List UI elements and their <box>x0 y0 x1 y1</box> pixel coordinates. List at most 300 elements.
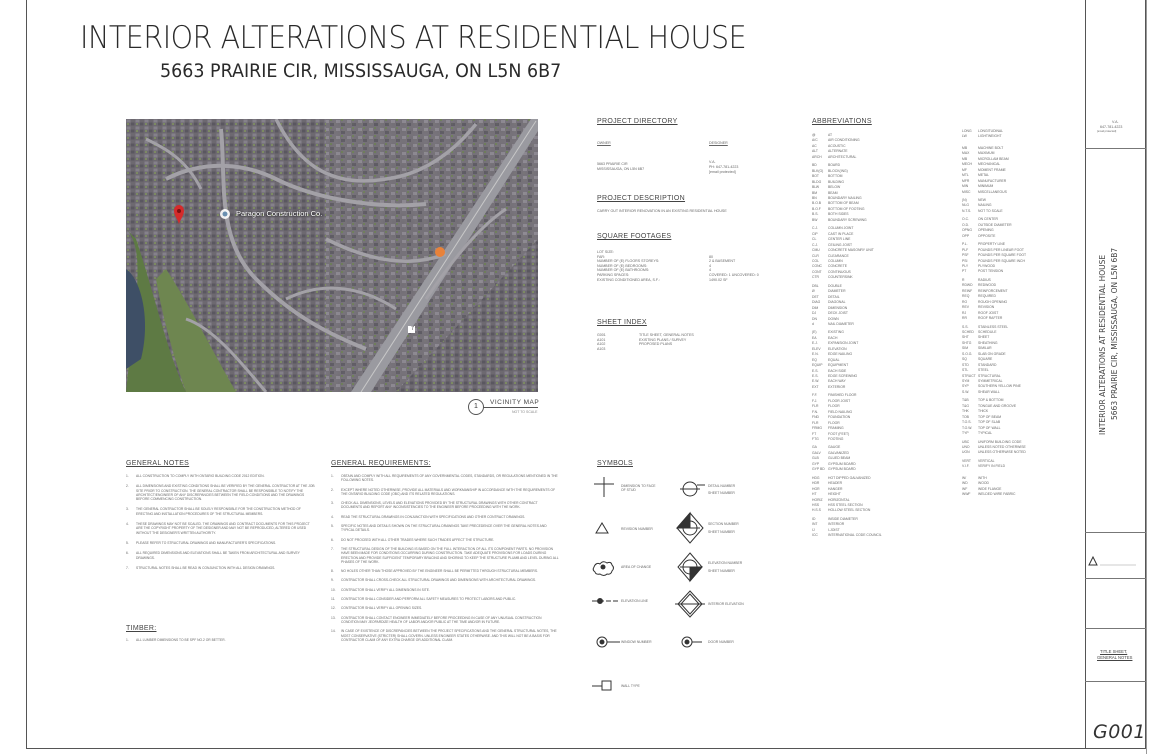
timber-list <box>126 638 316 646</box>
abbreviation-key: BW <box>812 217 818 222</box>
abbreviation-meaning: SOUTHERN YELLOW PINE <box>978 384 1021 389</box>
area-of-change-label: AREA OF CHANGE <box>621 565 652 569</box>
abbreviation-meaning: VERTICAL <box>978 458 995 463</box>
abbreviation-meaning: EXTERIOR <box>828 384 846 389</box>
abbreviation-key: MB <box>962 145 968 150</box>
designer-line: [email protected] <box>709 170 736 174</box>
abbreviation-meaning: REVISION <box>978 305 995 310</box>
row-value: 2 & BASEMENT <box>709 259 736 264</box>
abbreviation-key: WF <box>962 486 968 491</box>
abbreviation-key: EA <box>812 335 817 340</box>
abbreviation-meaning: FRAMING <box>828 426 844 431</box>
abbreviation-key: T&G <box>962 403 969 408</box>
abbreviation-meaning: CONTINUOUS <box>828 269 851 274</box>
abbreviation-meaning: STEEL <box>978 368 989 373</box>
abbreviation-meaning: DECK JOIST <box>828 311 848 316</box>
abbreviation-key: STD <box>962 362 969 367</box>
row-key: NUMBER OF (E) BEDROOMS: <box>597 263 648 268</box>
abbreviation-meaning: REINFORCEMENT <box>978 288 1008 293</box>
abbreviation-key: (E) <box>812 330 817 335</box>
abbreviation-meaning: EXPANSION JOINT <box>828 341 859 346</box>
abbreviations-column-1 <box>812 133 882 539</box>
abbreviation-key: ICC <box>812 533 818 538</box>
abbreviation-key: RJ <box>962 310 967 315</box>
abbreviation-key: B.S. <box>812 212 819 217</box>
table-row <box>597 347 694 352</box>
abbreviation-key: OPNG <box>962 228 972 233</box>
interior-elevation-label: INTERIOR ELEVATION <box>708 602 744 606</box>
abbreviation-key: LW <box>962 134 967 139</box>
note-number: 1. <box>126 474 129 478</box>
abbreviation-key: NLG <box>962 203 969 208</box>
section-number-label: SECTION NUMBER <box>708 522 739 526</box>
wall-type-symbol <box>592 681 611 690</box>
note-number: 10. <box>331 587 336 592</box>
title-block-divider <box>1085 681 1146 682</box>
square-footages-heading: SQUARE FOOTAGES <box>597 233 672 240</box>
abbreviation-meaning: EQUAL <box>828 357 840 362</box>
abbreviation-meaning: HANGER <box>828 486 843 491</box>
abbreviation-meaning: SQUARE <box>978 357 993 362</box>
drawing-sheet: INTERIOR ALTERATIONS AT RESIDENTIAL HOUSE 5663 PRAIRIE CIR, MISSISSAUGA, ON L5N 6B7 Paragon Construction Co. 7 1 VICINITY MAP NOT TO SCALE PROJECT DIRECTORY OWNER DESIGNER 5663 PRAIRIE CIR MISSISSAUGA, ON L5N 6B7 V.A. PH: 647-781-4223 [email protected] PROJECT DESCRIPTION CARRY OUT INTERIOR RENOVATION IN AN EXISTING RESIDENTIAL HOUSE SQUARE FOOTAGES LOT SIZE: FAR: 80 NUMBER OF (E) FLOORS STOREYS: 2 & BASEMENT NUMBER OF (E) BEDROOMS: 4 NUMBER OF (E) BATHROOMS: 4 PARKING SPACES: COVERED: 1 UNCOVERED: 0 EXISTING CONDITIONED AREA, S.F.: 1490.02 SF SHEET INDEX G001 TITLE SHEET, GENERAL NOTES A101 EXISTING PLANS / SURVEY A102 PROPOSED PLANS A103 ABBREVIATIONS @ AT A/C AIR CONDITIONING AC ACOUSTIC ALT ALTERNATE ARCH ARCHITECTURAL BD BOARD BLK(G) BLOCK(ING) BOT BOTTOM BLDG BUILDING BLW BELOW BM BEAM BN BOUNDARY NAILING B.O.B BOTTOM OF BEAM B.O.F BOTTOM OF FOOTING B.S. BOTH SIDES BW BOUNDARY SCREWING C.J. COLUMN JOINT CIP CAST IN PLACE CL CENTER LINE C.J. CEILING JOIST CMU CONCRETE MASONRY UNIT CLR CLEARANCE COL COLUMN CONC CONCRETE CONT CONTINUOUS CTR COUNTERSINK DBL DOUBLE Ø DIAMETER DET DETAIL DIAG DIAGONAL DIM DIMENSION DJ DECK JOIST DN DOWN d NAIL DIAMETER (E) EXISTING EA EACH E.J. EXPANSION JOINT ELEV ELEVATION E.N. EDGE NAILING EQ EQUAL EQUIP EQUIPMENT E.S. EACH SIDE E.S. EDGE SCREWING E.W. EACH WAY EXT EXTERIOR F.F. FINISHED FLOOR F.J. FLOOR JOIST FLR FLOOR F.N. FIELD NAILING FND FOUNDATION FLR FLOOR FRMG FRAMING FT FOOT (FEET) FTG FOOTING GA GAUGE GALV GALVANIZED GLB GLUED BEAM GYP GYPSUM BOARD GYP BD GYPSUM BOARD HDG HOT DIPPED GALVANIZED HDR HEADER HGR HANGER HT HEIGHT HORIZ HORIZONTAL HSS HSS STEEL SECTION H.S.S HOLLOW STEEL SECTION ID INSIDE DIAMETER INT INTERIOR IJ I-JOIST ICC INTERNATIONAL CODE COUNCIL LONG LONGITUDINAL LW LIGHTWEIGHT MB MACHINE BOLT MAX MAXIMUM MB MICROLLAM BEAM MECH MECHANICAL MF MOMENT FRAME MTL METAL MFR MANUFACTURER MIN MINIMUM MISC MISCELLANEOUS (N) NEW NLG NAILING N.T.S. NOT TO SCALE O.C. ON CENTER O.D. OUTSIDE DIAMETER OPNG OPENING OPP OPPOSITE P.L. PROPERTY LINE PLF POUNDS PER LINEAR FOOT PSF POUNDS PER SQUARE FOOT PSI POUNDS PER SQUARE INCH PLY PLYWOOD PT POST TENSION R RADIUS RDWD REDWOOD REINF REINFORCEMENT REQ REQUIRED RO ROUGH OPENING REV REVISION RJ ROOF JOIST RR ROOF RAFTER S.S. STAINLESS STEEL SCHED SCHEDULE SHT SHEET SHTG SHEATHING SIM SIMILAR S.O.G. SLAB ON GRADE SQ SQUARE STD STANDARD STL STEEL STRUCT STRUCTURAL SYM SYMMETRICAL SYP SOUTHERN YELLOW PINE S.W. SHEAR WALL T&B TOP & BOTTOM T&G TONGUE AND GROOVE THK THICK TOB TOP OF BEAM T.O.S. TOP OF SLAB T.O.W. TOP OF WALL TYP TYPICAL UBC UNIFORM BUILDING CODE UNO UNLESS NOTED OTHERWISE UON UNLESS OTHERWISE NOTED VERT VERTICAL V.I.F. VERIFY IN FIELD W/ WITH WD WOOD WF WIDE FLANGE WWF WELDED WIRE FABRIC GENERAL NOTES 1. ALL CONSTRUCTION TO COMPLY WITH ONTARIO BUILDING CODE 2012 EDITION. 2. ALL DIMENSIONS AND EXISTING CONDITIONS SHALL BE VERIFIED BY THE GENERAL CONTRACTOR AT THE JOB SITE PRIOR TO CONSTRUCTION. THE GENERAL CONTRACTOR SHALL BE RESPONSIBLE TO NOTIFY THE ARCHITECT/ENGINEER OF ANY DISCREPANCIES BETWEEN THE FIELD CONDITIONS AND THE DRAWINGS BEFORE COMMENCING CONSTRUCTION. 3. THE GENERAL CONTRACTOR SHALL BE SOLELY RESPONSIBLE FOR THE CONSTRUCTION METHOD OF ERECTING AND INSTALLATION PROCEDURES OF THE STRUCTURAL MEMBERS. 4. THESE DRAWINGS MAY NOT BE SCALED. THE DRAWINGS AND CONTRACT DOCUMENTS FOR THIS PROJECT ARE THE COPYRIGHT PROPERTY OF THE DESIGNER AND MAY NOT BE REPRODUCED, ALTERED OR USED WITHOUT THE DESIGNER'S WRITTEN AUTHORITY. 5. PLEASE REFER TO STRUCTURAL DRAWINGS AND MANUFACTURER'S SPECIFICATIONS. 6. ALL REQUIRED DIMENSIONS AND ELEVATIONS SHALL BE TAKEN FROM ARCHITECTURAL AND SURVEY DRAWINGS. 7. STRUCTURAL NOTES SHALL BE READ IN CONJUNCTION WITH ALL DESIGN DRAWINGS. TIMBER: 1. ALL LUMBER DIMENSIONS TO BE SPF NO.2 OR BETTER. GENERAL REQUIREMENTS: 1. OBTAIN AND COMPLY WITH ALL REQUIREMENTS OF ANY GOVERNMENTAL CODES, STANDARDS, OR REGULATIONS MENTIONED IN THE FOLLOWING NOTES. 2. EXCEPT WHERE NOTED OTHERWISE, PROVIDE ALL MATERIALS AND WORKMANSHIP IN ACCORDANCE WITH THE REQUIREMENTS OF THE ONTARIO BUILDING CODE (OBC) AND ITS RELATED REGULATIONS. 3. CHECK ALL DIMENSIONS, LEVELS AND ELEVATIONS PROVIDED BY THE STRUCTURAL DRAWINGS WITH OTHER CONTRACT DOCUMENTS AND REPORT ANY INCONSISTENCIES TO THE ENGINEER BEFORE PROCEEDING WITH THE WORK. 4. READ THE STRUCTURAL DRAWINGS IN CONJUNCTION WITH SPECIFICATIONS AND OTHER CONTRACT DRAWINGS. 5. SPECIFIC NOTES AND DETAILS SHOWN ON THE STRUCTURAL DRAWINGS TAKE PRECEDENCE OVER THE GENERAL NOTES AND TYPICAL DETAILS. 6. DO NOT PROCEED WITH ALL OTHER TRADES WHERE SUCH TRADES AFFECT THE STRUCTURE. 7. THE STRUCTURAL DESIGN OF THE BUILDING IS BASED ON THE FULL INTERACTION OF ALL ITS COMPONENT PARTS. NO PROVISION HAVE BEEN MADE FOR CONDITIONS OCCURRING DURING CONSTRUCTION. TAKE ADEQUATE PROVISIONS FOR LOADS DURING ERECTION AND PROVIDE SUFFICIENT TEMPORARY BRACING AND SHORING TO KEEP THE STRUCTURE PLUMB AND LEVEL DURING ALL PHASES OF THE WORK. 8. NO HOLES OTHER THAN THOSE APPROVED BY THE ENGINEER SHALL BE PERMITTED THROUGH STRUCTURAL MEMBERS. 9. CONTRACTOR SHALL CROSS-CHECK ALL STRUCTURAL DRAWINGS AND DIMENSIONS WITH ARCHITECTURAL DRAWINGS. 10. CONTRACTOR SHALL VERIFY ALL DIMENSIONS IN SITE. 11. CONTRACTOR SHALL CONSIDER AND PERFORM ALL SAFETY MEASURES TO PROTECT LABORS AND PUBLIC. 12. CONTRACTOR SHALL VERIFY ALL OPENING SIZES. 13. CONTRACTOR SHALL CONTACT ENGINEER IMMEDIATELY BEFORE PROCEEDING IN CASE OF ANY UNUSUAL CONSTRUCTION CONDITION MAY JEOPARDIZE HEALTH OF LABOR AND/OR PUBLIC AT THE TIME AND/OR IN FUTURE. 14. IN CASE OF EXISTENCE OF DISCREPANCIES BETWEEN THE PROJECT SPECIFICATIONS AND THE GENERAL STRUCTURAL NOTES, THE MOST CONSERVATIVE (STRICTER) SHALL GOVERN. UNLESS ENGINEER STATES OTHERWISE. AND THIS WILL NOT BE A BASIS FOR CONTRACTOR CLAIM OF ANY EXTRA CHARGE OR ADDITIONAL CLAIM. SYMBOLS DIMENSION TO FACE OF STUD DETAIL NUMBER SHEET NUMBER REVISION NUMBER SECTION NUMBER SHEET NUMBER AREA OF CHANGE ELEVATION NUMBER SHEET NUMBER ELEVATION LINE INTERIOR ELEVATION WINDOW NUMBER DOOR NUMBER WALL TYPE V.A. 647-781-4223 [email protected] INTERIOR ALTERATIONS AT RESIDENTIAL HOUSE 5663 PRAIRIE CIR, MISSISSAUGA, ON L5N 6B7 TITLE SHEET, GENERAL NOTES G001 <box>0 0 1170 754</box>
abbreviation-key: T&B <box>962 398 969 403</box>
note-item <box>331 578 559 582</box>
abbreviation-meaning: ROUGH OPENING <box>978 299 1008 304</box>
project-description-heading: PROJECT DESCRIPTION <box>597 195 686 202</box>
owner-heading: OWNER <box>597 141 611 145</box>
note-number: 11. <box>331 597 336 602</box>
abbreviation-key: LONG <box>962 129 972 133</box>
abbreviation-key: HDR <box>812 481 820 486</box>
project-directory-heading: PROJECT DIRECTORY <box>597 118 678 125</box>
abbreviation-key: FND <box>812 415 819 420</box>
designer-line: V.A. <box>709 160 716 164</box>
abbreviation-meaning: ARCHITECTURAL <box>828 154 857 159</box>
abbreviation-meaning: GYPSUM BOARD <box>828 461 856 466</box>
row-value: 4 <box>709 268 711 273</box>
abbreviation-key: SHT <box>962 335 969 340</box>
abbreviation-key: C.J. <box>812 242 819 247</box>
abbreviation-meaning: POUNDS PER SQUARE INCH <box>978 258 1025 263</box>
abbreviation-meaning: DOUBLE <box>828 283 842 288</box>
sheet-index-heading: SHEET INDEX <box>597 319 647 326</box>
abbreviation-meaning: HOT DIPPED GALVANIZED <box>828 475 871 480</box>
abbreviation-key: BM <box>812 190 818 195</box>
abbreviation-key: TYP <box>962 431 969 436</box>
abbreviation-meaning: WOOD <box>978 481 989 486</box>
abbreviation-key: F.F. <box>812 393 818 398</box>
abbreviation-meaning: HORIZONTAL <box>828 497 850 502</box>
abbreviation-key: CMU <box>812 248 820 253</box>
abbreviation-key: O.C. <box>962 217 969 222</box>
note-text: NO HOLES OTHER THAN THOSE APPROVED BY THE ENGINEER SHALL BE PERMITTED THROUGH STRUCTURAL MEMBERS. <box>341 569 538 574</box>
abbreviation-meaning: EDGE SCREWING <box>828 374 858 379</box>
abbreviation-meaning: TOP OF BEAM <box>978 414 1002 419</box>
abbreviation-key: RDWD <box>962 283 973 288</box>
note-text: CONTRACTOR SHALL CONTACT ENGINEER IMMEDIATELY BEFORE PROCEEDING IN CASE OF ANY UNUSUAL CONSTRUCTION CONDITION MAY JEOPARDIZE HEALTH OF LABOR AND/OR PUBLIC AT THE TIME AND/OR IN FUTURE. <box>341 615 542 624</box>
abbreviation-key: GLB <box>812 456 819 461</box>
row-key: G001 <box>597 333 606 337</box>
abbreviation-key: B.O.F <box>812 206 821 211</box>
abbreviation-meaning: BELOW <box>828 185 841 190</box>
note-item <box>331 597 559 601</box>
abbreviation-meaning: PROPERTY LINE <box>978 242 1006 247</box>
abbreviation-key: EXT <box>812 384 819 389</box>
row-value: COVERED: 1 UNCOVERED: 0 <box>709 272 759 277</box>
aerial-map <box>126 119 538 392</box>
abbreviation-key: MF <box>962 167 967 172</box>
abbreviation-meaning: FOOT (FEET) <box>828 431 850 436</box>
abbreviation-meaning: PLYWOOD <box>978 263 996 268</box>
abbreviation-meaning: BUILDING <box>828 179 845 184</box>
abbreviation-key: GA <box>812 445 817 450</box>
abbreviation-meaning: WELDED WIRE FABRIC <box>978 492 1016 497</box>
abbreviation-meaning: HEADER <box>828 481 843 486</box>
abbreviation-meaning: UNIFORM BUILDING CODE <box>978 439 1022 444</box>
abbreviation-key: SYM <box>962 379 970 384</box>
tb-sheet-title-1: TITLE SHEET, <box>1100 649 1128 654</box>
dimension-label: DIMENSION TO FACE OF STUD <box>621 484 656 492</box>
project-description-text: CARRY OUT INTERIOR RENOVATION IN AN EXISTING RESIDENTIAL HOUSE <box>597 209 727 213</box>
row-key: FAR: <box>597 254 605 259</box>
title-block-divider <box>1085 148 1146 149</box>
abbreviation-key: WWF <box>962 492 971 497</box>
abbreviation-key: B.O.B <box>812 201 822 206</box>
abbreviation-key: HGR <box>812 486 820 491</box>
abbreviation-key: PSF <box>962 253 969 258</box>
note-text: ALL DIMENSIONS AND EXISTING CONDITIONS SHALL BE VERIFIED BY THE GENERAL CONTRACTOR AT THE JOB SITE PRIOR TO CONSTRUCTION. THE GENERAL CONTRACTOR SHALL BE RESPONSIBLE TO NOTIFY THE ARCHITECT/ENGINEER OF ANY DISCREPANCIES BETWEEN THE FIELD CONDITIONS AND THE DRAWINGS BEFORE COMMENCING CONSTRUCTION. <box>136 484 315 502</box>
abbreviation-key: REINF <box>962 288 973 293</box>
revision-label: REVISION NUMBER <box>621 527 653 531</box>
abbreviation-meaning: FLOOR <box>828 420 840 425</box>
abbreviation-meaning: OPENING <box>978 228 994 233</box>
door-symbol <box>682 637 702 647</box>
abbreviation-key: GALV <box>812 450 821 455</box>
map-place-label: Paragon Construction Co. <box>236 209 323 218</box>
title-block-divider <box>1085 578 1146 579</box>
abbreviation-meaning: GAUGE <box>828 445 841 450</box>
abbreviation-meaning: ELEVATION <box>828 346 847 351</box>
revision-triangle-icon <box>596 523 608 533</box>
abbreviation-key: UBC <box>962 439 970 444</box>
abbreviation-meaning: DETAIL <box>828 294 840 299</box>
abbreviation-key: BD <box>812 163 817 168</box>
wall-type-label: WALL TYPE <box>621 684 640 688</box>
note-number: 2. <box>331 487 334 492</box>
note-number: 1. <box>126 638 129 642</box>
abbreviation-key: MFR <box>962 178 970 183</box>
abbreviation-key: STL <box>962 368 969 373</box>
symbols-heading: SYMBOLS <box>597 460 633 467</box>
abbreviation-key: FLR <box>812 404 819 409</box>
abbreviation-meaning: WITH <box>978 475 987 480</box>
abbreviation-key: E.J. <box>812 341 818 346</box>
abbreviation-meaning: EXISTING <box>828 330 844 335</box>
abbreviation-key: EQ <box>812 357 817 362</box>
abbreviation-meaning: INTERNATIONAL CODE COUNCIL <box>828 533 882 538</box>
vicinity-map-label: VICINITY MAP <box>490 399 540 406</box>
note-text: ALL CONSTRUCTION TO COMPLY WITH ONTARIO BUILDING CODE 2012 EDITION. <box>136 474 265 478</box>
abbreviation-key: SQ <box>962 357 967 362</box>
abbreviation-key: ALT <box>812 149 818 154</box>
note-number: 3. <box>331 501 334 506</box>
abbreviation-meaning: EACH WAY <box>828 379 846 384</box>
note-text: THESE DRAWINGS MAY NOT BE SCALED. THE DRAWINGS AND CONTRACT DOCUMENTS FOR THIS PROJECT ARE THE COPYRIGHT PROPERTY OF THE DESIGNER AND MAY NOT BE REPRODUCED, ALTERED OR USED WITHOUT THE DESIGNER'S WRITTEN AUTHORITY. <box>136 522 310 535</box>
row-key: PARKING SPACES: <box>597 272 630 277</box>
abbreviation-meaning: DIMENSION <box>828 305 848 310</box>
note-number: 2. <box>126 484 129 489</box>
abbreviation-key: F.N. <box>812 409 819 414</box>
detail-sheet-label: SHEET NUMBER <box>708 491 735 495</box>
note-text: ALL LUMBER DIMENSIONS TO BE SPF NO.2 OR BETTER. <box>136 638 226 642</box>
abbreviation-key: P.L. <box>962 242 968 247</box>
abbreviation-meaning: AT <box>828 133 833 137</box>
note-text: READ THE STRUCTURAL DRAWINGS IN CONJUNCTION WITH SPECIFICATIONS AND OTHER CONTRACT DRAWINGS. <box>341 514 526 519</box>
note-item <box>126 484 316 501</box>
abbreviation-meaning: MOMENT FRAME <box>978 167 1006 172</box>
abbreviation-key: CONT <box>812 269 822 274</box>
abbreviation-meaning: BEAM <box>828 190 838 195</box>
elevation-number-label: ELEVATION NUMBER <box>708 561 743 565</box>
note-number: 13. <box>331 615 336 620</box>
abbreviation-meaning: SIMILAR <box>978 346 992 351</box>
abbreviation-key: @ <box>812 133 816 137</box>
abbreviation-row <box>962 492 1026 497</box>
row-key: EXISTING CONDITIONED AREA, S.F.: <box>597 277 660 282</box>
note-text: STRUCTURAL NOTES SHALL BE READ IN CONJUNCTION WITH ALL DESIGN DRAWINGS. <box>136 565 276 570</box>
vicinity-map-scale: NOT TO SCALE <box>512 410 538 414</box>
row-value: 80 <box>709 254 713 259</box>
abbreviation-meaning: ALTERNATE <box>828 149 848 154</box>
abbreviation-key: CIP <box>812 231 818 236</box>
abbreviation-meaning: LONGITUDINAL <box>978 129 1004 133</box>
abbreviation-meaning: MAXIMUM <box>978 151 995 156</box>
abbreviation-meaning: HSS STEEL SECTION <box>828 503 863 507</box>
note-number: 7. <box>331 546 334 551</box>
note-text: EXCEPT WHERE NOTED OTHERWISE, PROVIDE ALL MATERIALS AND WORKMANSHIP IN ACCORDANCE WITH THE REQUIREMENTS OF THE ONTARIO BUILDING CODE (OBC) AND ITS RELATED REGULATIONS. <box>341 487 556 496</box>
abbreviation-key: TOB <box>962 414 969 419</box>
abbreviation-key: DIM <box>812 305 819 310</box>
abbreviation-meaning: CONCRETE <box>828 264 848 269</box>
note-number: 6. <box>331 537 334 542</box>
general-notes-heading: GENERAL NOTES <box>126 460 190 467</box>
abbreviation-key: CL <box>812 237 817 242</box>
note-number: 3. <box>126 507 129 512</box>
symbols-legend <box>590 475 770 695</box>
abbreviation-key: HDG <box>812 475 820 480</box>
abbreviation-meaning: TONGUE AND GROOVE <box>978 403 1017 408</box>
page-edge <box>1146 0 1170 754</box>
abbreviation-meaning: EACH <box>828 335 838 340</box>
abbreviation-key: STRUCT <box>962 373 976 378</box>
abbreviation-meaning: BOARD <box>828 163 841 168</box>
abbreviation-meaning: GYPSUM BOARD <box>828 467 856 472</box>
abbreviation-meaning: I-JOIST <box>828 527 840 532</box>
abbreviation-meaning: TOP & BOTTOM <box>978 398 1004 403</box>
abbreviation-key: DIAG <box>812 300 821 305</box>
general-requirements-list <box>331 474 559 647</box>
abbreviation-meaning: THICK <box>978 409 989 414</box>
abbreviation-key: FT <box>812 431 817 436</box>
note-item <box>331 538 559 542</box>
tb-revision-table <box>1088 555 1138 567</box>
abbreviation-key: REQ <box>962 294 970 299</box>
abbreviation-key: V.I.F. <box>962 464 970 469</box>
abbreviation-meaning: COUNTERSINK <box>828 275 853 280</box>
note-text: CONTRACTOR SHALL CROSS-CHECK ALL STRUCTURAL DRAWINGS AND DIMENSIONS WITH ARCHITECTURAL DRAWINGS. <box>341 578 537 583</box>
abbreviation-meaning: BOUNDARY SCREWING <box>828 217 867 222</box>
abbreviation-meaning: NOT TO SCALE <box>978 208 1003 213</box>
designer-line: PH: 647-781-4223 <box>709 165 739 169</box>
abbreviation-meaning: BOTTOM OF BEAM <box>828 201 859 206</box>
abbreviation-meaning: FINISHED FLOOR <box>828 393 857 398</box>
abbreviation-key: DBL <box>812 283 819 288</box>
abbreviation-key: PLF <box>962 247 969 252</box>
abbreviation-key: MTL <box>962 173 969 178</box>
note-text: THE STRUCTURAL DESIGN OF THE BUILDING IS BASED ON THE FULL INTERACTION OF ALL ITS COMPONENT PARTS. NO PROVISION HAVE BEEN MADE FOR CONDITIONS OCCURRING DURING CONSTRUCTION. TAKE ADEQUATE PROVISIONS FOR LOADS DURING ERECTION AND PROVIDE SUFFICIENT TEMPORARY BRACING AND SHORING TO KEEP THE STRUCTURE PLUMB AND LEVEL DURING ALL PHASES OF THE WORK. <box>341 546 559 564</box>
abbreviation-meaning: CENTER LINE <box>828 237 851 242</box>
vicinity-map-underline <box>483 407 538 408</box>
abbreviations-heading: ABBREVIATIONS <box>812 118 872 125</box>
abbreviation-key: AC <box>812 143 817 148</box>
abbreviation-meaning: FOUNDATION <box>828 415 851 420</box>
abbreviation-meaning: SYMMETRICAL <box>978 379 1003 384</box>
detail-number-label: DETAIL NUMBER <box>708 484 736 488</box>
abbreviation-key: SHTG <box>962 340 972 345</box>
section-sheet-label: SHEET NUMBER <box>708 530 735 534</box>
section-symbol <box>677 513 703 543</box>
abbreviation-key: GYP BD <box>812 467 825 472</box>
abbreviation-meaning: ROOF JOIST <box>978 310 999 315</box>
note-text: ALL REQUIRED DIMENSIONS AND ELEVATIONS SHALL BE TAKEN FROM ARCHITECTURAL AND SURVEY DRAWINGS. <box>136 551 300 560</box>
abbreviation-meaning: REDWOOD <box>978 283 997 288</box>
note-item <box>126 638 316 642</box>
note-item <box>126 551 316 560</box>
abbreviation-meaning: FIELD NAILING <box>828 409 853 414</box>
abbreviation-key: EQUIP <box>812 363 823 368</box>
abbreviation-meaning: AIR CONDITIONING <box>828 138 860 143</box>
detail-symbol <box>680 482 705 496</box>
door-number-label: DOOR NUMBER <box>708 640 734 644</box>
note-item <box>126 474 316 478</box>
abbreviation-meaning: STRUCTURAL <box>978 373 1001 378</box>
abbreviation-key: UNO <box>962 445 970 450</box>
table-row <box>597 278 759 283</box>
abbreviation-meaning: METAL <box>978 173 990 178</box>
abbreviation-meaning: FLOOR <box>828 404 840 409</box>
abbreviation-key: INT <box>812 522 818 527</box>
abbreviation-key: GYP <box>812 461 820 466</box>
title-block-divider <box>1085 628 1146 629</box>
abbreviation-key: Ø <box>812 289 815 294</box>
abbreviation-meaning: MICROLLAM BEAM <box>978 156 1009 161</box>
row-key: LOT SIZE: <box>597 250 614 254</box>
project-address: 5663 PRAIRIE CIR, MISSISSAUGA, ON L5N 6B7 <box>160 60 562 82</box>
abbreviation-meaning: ACOUSTIC <box>828 143 846 148</box>
abbreviation-key: ID <box>812 516 816 521</box>
note-number: 7. <box>126 565 129 570</box>
abbreviation-meaning: TOP OF SLAB <box>978 420 1001 425</box>
abbreviation-meaning: VERIFY IN FIELD <box>978 464 1006 469</box>
abbreviation-meaning: COLUMN <box>828 258 843 263</box>
tb-phone: 647-781-4223 <box>1100 125 1123 129</box>
abbreviation-meaning: TYPICAL <box>978 431 993 436</box>
note-item <box>331 501 559 510</box>
window-symbol <box>597 637 620 647</box>
note-item <box>331 515 559 519</box>
abbreviation-meaning: LIGHTWEIGHT <box>978 134 1002 139</box>
abbreviation-key: BLK(G) <box>812 168 824 173</box>
abbreviation-meaning: BOTH SIDES <box>828 212 849 217</box>
abbreviation-key: ARCH <box>812 154 822 159</box>
abbreviation-meaning: DIAGONAL <box>828 300 846 305</box>
abbreviation-meaning: MINIMUM <box>978 184 994 189</box>
abbreviation-key: S.W. <box>962 389 970 394</box>
abbreviation-meaning: EDGE NAILING <box>828 352 853 357</box>
row-value: 4 <box>709 263 711 268</box>
abbreviation-key: DET <box>812 294 819 299</box>
abbreviation-key: T.O.W. <box>962 425 973 430</box>
row-value: PROPOSED PLANS <box>639 342 673 347</box>
note-text: SPECIFIC NOTES AND DETAILS SHOWN ON THE STRUCTURAL DRAWINGS TAKE PRECEDENCE OVER THE GENERAL NOTES AND TYPICAL DETAILS. <box>341 524 547 533</box>
interior-elevation-symbol <box>675 591 705 617</box>
abbreviation-key: E.S. <box>812 374 819 379</box>
note-item <box>331 524 559 533</box>
abbreviation-key: CONC <box>812 264 822 269</box>
tb-sheet-title-2: GENERAL NOTES <box>1097 655 1133 660</box>
abbreviation-key: MAX <box>962 151 970 156</box>
abbreviation-key: d <box>812 321 814 326</box>
abbreviation-key: COL <box>812 258 819 263</box>
abbreviation-key: DN <box>812 316 817 321</box>
abbreviation-key: A/C <box>812 138 818 143</box>
abbreviations-column-2 <box>962 129 1026 498</box>
note-item <box>331 547 559 564</box>
row-key: NUMBER OF (E) BATHROOMS: <box>597 268 650 273</box>
abbreviation-meaning: STANDARD <box>978 362 997 367</box>
sqft-table <box>597 250 759 282</box>
abbreviation-meaning: FLOOR JOIST <box>828 398 851 403</box>
abbreviation-key: E.N. <box>812 352 819 357</box>
abbreviation-meaning: SHEET <box>978 335 990 340</box>
abbreviation-meaning: GLUED BEAM <box>828 456 851 461</box>
row-value: TITLE SHEET, GENERAL NOTES <box>639 333 694 337</box>
abbreviation-key: S.S. <box>962 324 969 329</box>
abbreviation-meaning: BOTTOM OF FOOTING <box>828 206 865 211</box>
note-text: CONTRACTOR SHALL CONSIDER AND PERFORM ALL SAFETY MEASURES TO PROTECT LABORS AND PUBLIC. <box>341 597 517 602</box>
abbreviation-key: ELEV <box>812 346 821 351</box>
abbreviation-meaning: POUNDS PER SQUARE FOOT <box>978 253 1027 258</box>
note-number: 4. <box>331 514 334 519</box>
dimension-symbol <box>594 477 614 497</box>
row-key: A102 <box>597 342 606 347</box>
abbreviation-meaning: NAIL DIAMETER <box>828 321 854 326</box>
abbreviation-key: WD <box>962 481 968 486</box>
abbreviation-meaning: GALVANIZED <box>828 450 849 455</box>
note-item <box>331 569 559 573</box>
abbreviation-meaning: CLEARANCE <box>828 253 849 258</box>
abbreviation-key: DJ <box>812 311 817 316</box>
map-road-badge: 7 <box>411 326 414 332</box>
abbreviation-key: THK <box>962 409 969 414</box>
abbreviation-key: FLR <box>812 420 819 425</box>
row-value: 1490.02 SF <box>709 277 728 282</box>
note-number: 4. <box>126 522 129 527</box>
note-text: CONTRACTOR SHALL VERIFY ALL DIMENSIONS IN SITE. <box>341 587 430 592</box>
abbreviation-key: RR <box>962 316 967 321</box>
abbreviation-meaning: MECHANICAL <box>978 162 1001 167</box>
abbreviation-meaning: ROOF RAFTER <box>978 316 1003 321</box>
